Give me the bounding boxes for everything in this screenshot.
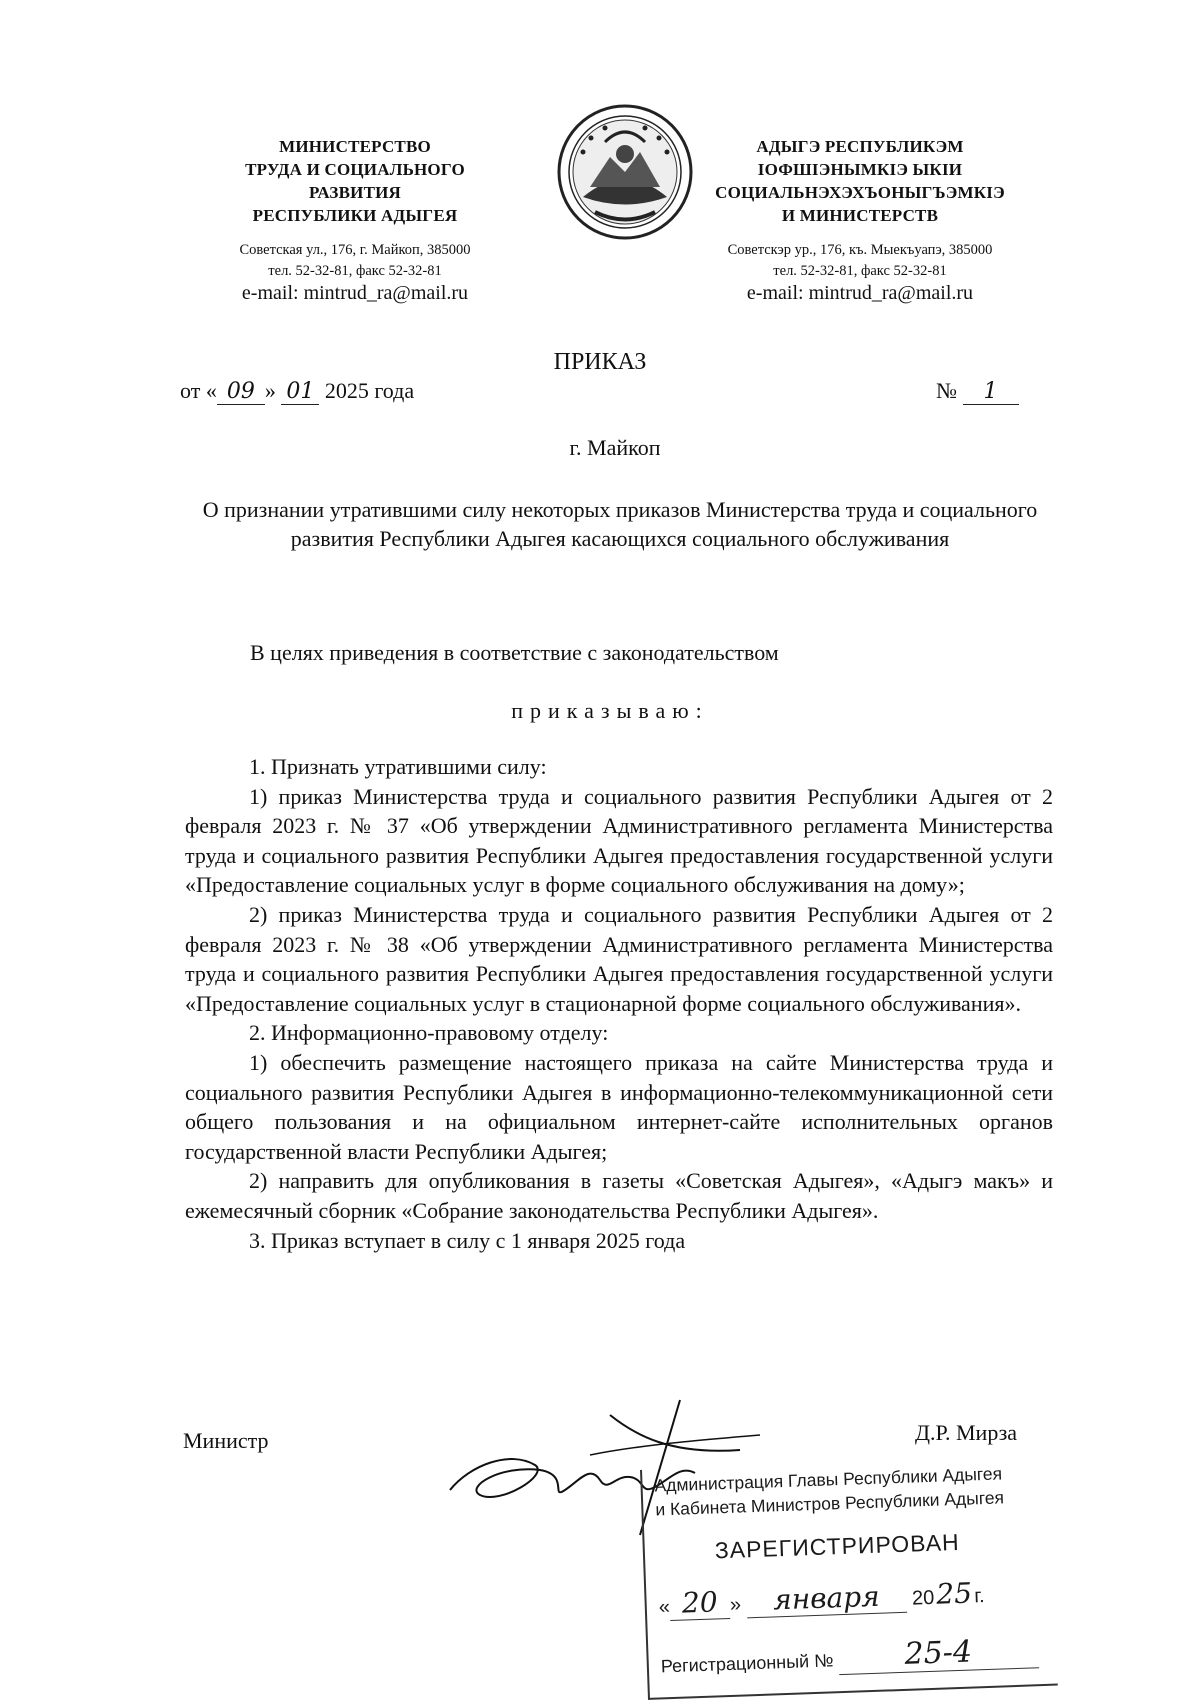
email-adyghe: e-mail: mintrud_ra@mail.ru bbox=[746, 282, 974, 304]
stamp-year-handwritten: 25 bbox=[935, 1576, 973, 1611]
address-line: Советская ул., 176, г. Майкоп, 385000 bbox=[239, 242, 471, 258]
paragraph: 2) направить для опубликования в газеты «Советская Адыгея», «Адыгэ макъ» и ежемесячный сборник «Собрание законодательства Республики Адыгея». bbox=[185, 1168, 1053, 1223]
order-date bbox=[180, 378, 414, 405]
phone-line: тел. 52-32-81, факс 52-32-81 bbox=[268, 263, 442, 279]
stamp-year-prefix: 20 bbox=[911, 1586, 935, 1610]
stamp-month-handwritten: января bbox=[746, 1579, 907, 1619]
purpose-statement: В целях приведения в соответствие с законодательством bbox=[250, 640, 779, 665]
stamp-open-quote: « bbox=[658, 1596, 671, 1619]
ministry-name-line: МИНИСТЕРСТВО bbox=[279, 137, 431, 156]
order-word: приказываю: bbox=[511, 698, 709, 723]
stamp-registration bbox=[660, 1632, 1039, 1681]
registration-stamp bbox=[640, 1456, 1058, 1700]
coat-of-arms-emblem bbox=[555, 102, 695, 242]
ministry-name-adyghe bbox=[700, 135, 1020, 227]
city: г. Майкоп bbox=[569, 435, 661, 460]
date-day-handwritten: 09 bbox=[217, 379, 265, 405]
paragraph: 3. Приказ вступает в силу с 1 января 2025 года bbox=[249, 1227, 686, 1253]
stamp-reg-label: Регистрационный № bbox=[660, 1650, 834, 1677]
date-mid: » bbox=[264, 378, 282, 403]
ministry-name-line: РЕСПУБЛИКИ АДЫГЕЯ bbox=[252, 206, 458, 225]
stamp-authority-line: и Кабинета Министров Республики Адыгея bbox=[655, 1487, 1005, 1520]
paragraph: 2. Информационно-правовому отделу: bbox=[249, 1020, 609, 1046]
date-month-handwritten: 01 bbox=[281, 379, 319, 405]
signer-name: Д.Р. Мирза bbox=[915, 1420, 1018, 1445]
ministry-name-line: РАЗВИТИЯ bbox=[308, 183, 402, 202]
ministry-address-adyghe bbox=[695, 240, 1025, 282]
ministry-name-line: IОФШIЭНЫМКIЭ ЫКIИ bbox=[757, 160, 963, 179]
signer-title: Министр bbox=[183, 1428, 269, 1453]
email-ru: e-mail: mintrud_ra@mail.ru bbox=[241, 282, 469, 304]
stamp-year-suffix: г. bbox=[973, 1585, 986, 1608]
ministry-name-line: СОЦИАЛЬНЭХЭХЪОНЫГЪЭМКIЭ bbox=[715, 183, 1005, 202]
order-number bbox=[936, 378, 1019, 405]
number-handwritten: 1 bbox=[963, 379, 1019, 405]
document-title: ПРИКАЗ bbox=[553, 349, 647, 375]
stamp-title: ЗАРЕГИСТРИРОВАН bbox=[714, 1528, 961, 1564]
paragraph: 1) обеспечить размещение настоящего приказа на сайте Министерства труда и социального развития Республики Адыгея в информационно-телекоммуникационной сети общего пользования и на официальном интернет-сайте исполнительных органов государственной власти Республики Адыгея; bbox=[185, 1049, 1053, 1164]
stamp-day-handwritten: 20 bbox=[669, 1585, 730, 1621]
address-line: Советскэр ур., 176, къ. Мыекъуапэ, 385000 bbox=[727, 242, 993, 258]
paragraph: 1) приказ Министерства труда и социального развития Республики Адыгея от 2 февраля 2023 г. № 37 «Об утверждении Административного регламента Министерства труда и социального развития Республики Адыгея предоставления государственной услуги «Предоставление социальных услуг в форме социального обслуживания на дому»; bbox=[185, 783, 1053, 898]
order-subject: О признании утратившими силу некоторых приказов Министерства труда и социального развития Республики Адыгея касающихся социального обслуживания bbox=[202, 497, 1038, 551]
ministry-address-ru bbox=[195, 240, 515, 282]
paragraph: 1. Признать утратившими силу: bbox=[249, 754, 547, 779]
number-label: № bbox=[936, 378, 963, 403]
stamp-reg-number-handwritten: 25-4 bbox=[838, 1632, 1039, 1675]
ministry-name-ru bbox=[200, 135, 510, 227]
paragraph: 2) приказ Министерства труда и социального развития Республики Адыгея от 2 февраля 2023 г. № 38 «Об утверждении Административного регламента Министерства труда и социального развития Республики Адыгея предоставления государственной услуги «Предоставление социальных услуг в стационарной форме социального обслуживания». bbox=[185, 901, 1053, 1016]
ministry-name-line: АДЫГЭ РЕСПУБЛИКЭМ bbox=[756, 137, 964, 156]
order-body bbox=[185, 752, 1053, 1255]
stamp-authority-line: Администрация Главы Республики Адыгея bbox=[654, 1463, 1003, 1496]
stamp-date bbox=[658, 1576, 985, 1621]
stamp-close-quote: » bbox=[729, 1593, 742, 1616]
date-suffix: 2025 года bbox=[319, 378, 415, 403]
date-prefix: от « bbox=[180, 378, 217, 403]
ministry-name-line: И МИНИСТЕРСТВ bbox=[781, 206, 939, 225]
ministry-name-line: ТРУДА И СОЦИАЛЬНОГО bbox=[245, 160, 465, 179]
phone-line: тел. 52-32-81, факс 52-32-81 bbox=[773, 263, 947, 279]
